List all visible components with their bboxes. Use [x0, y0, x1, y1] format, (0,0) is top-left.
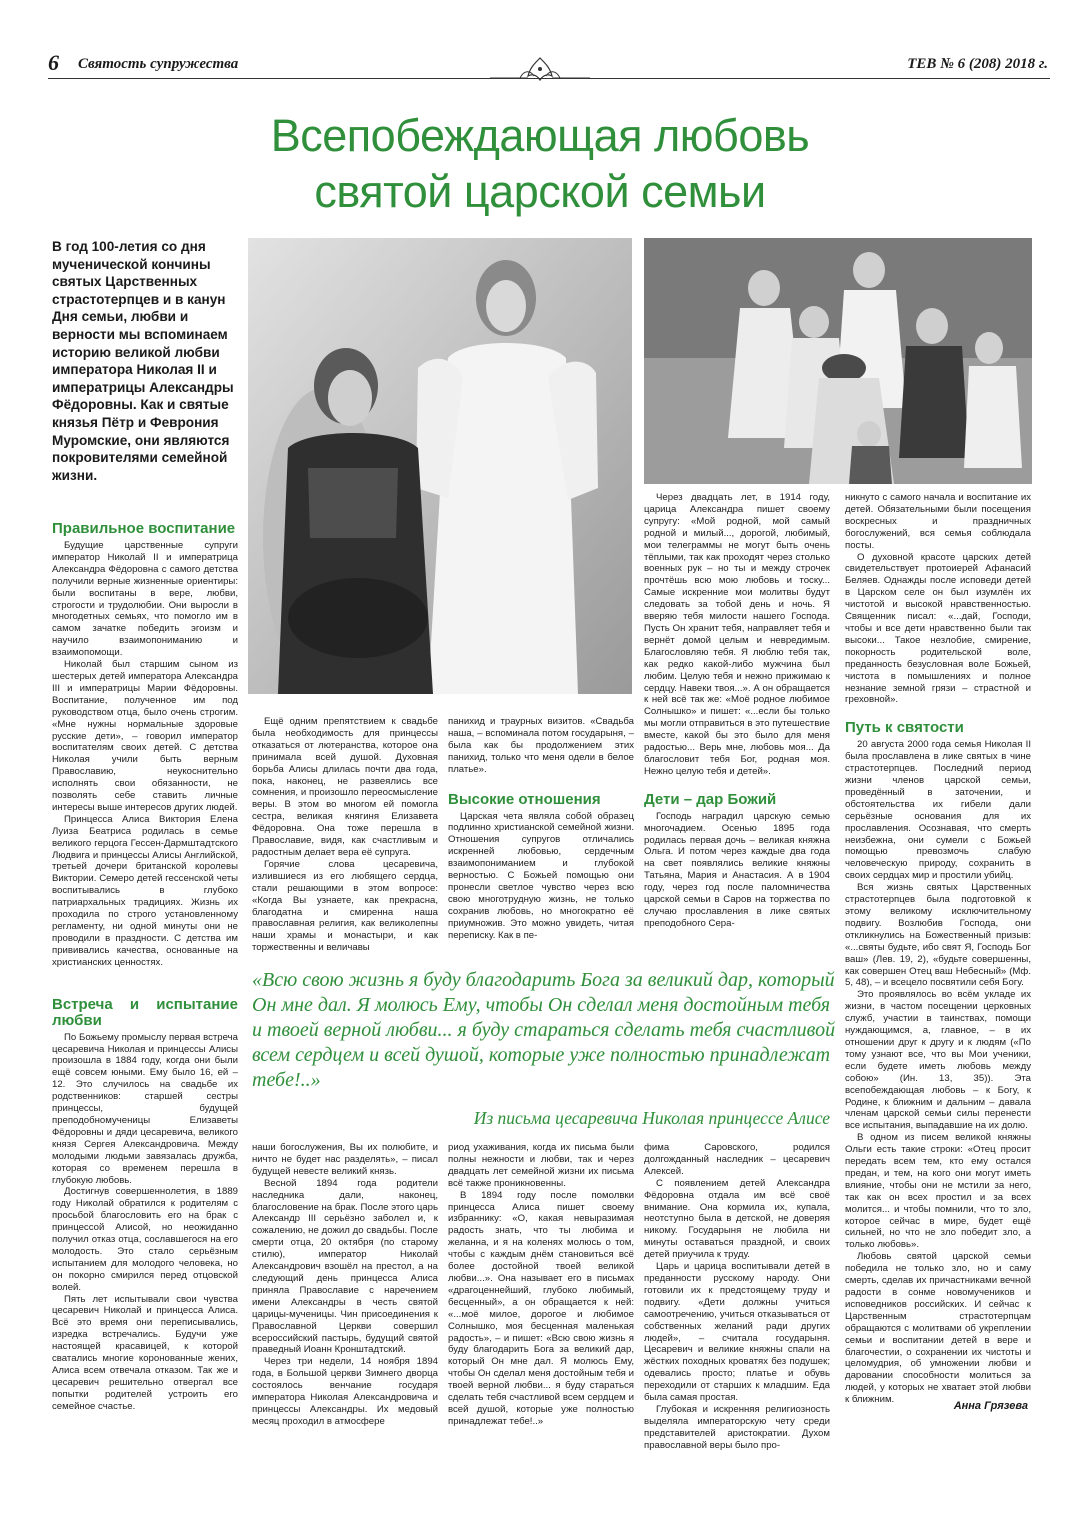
article-title [180, 108, 900, 220]
subheading-path-to-holiness: Путь к святости [845, 719, 964, 737]
column-4-bottom [644, 1142, 830, 1452]
quote-source: Из письма цесаревича Николая принцессе Алисе [473, 1108, 830, 1128]
paragraph: Любовь святой царской семьи победила не только зло, но и саму смерть, сделав их причастниками вечной радости в сонме новомучеников и исповедников российских. И сейчас к Царственным страстотерпцам обращаются с молитвами об укреплении семьи и воспитании детей в вере и благочестии, о сохранении их чистоты и целомудрия, об умножении любви и даровании способности молиться за людей, у которых не хватает этой любви к ближним. [845, 1251, 1031, 1406]
column-2-bottom [252, 1142, 438, 1428]
paragraph: В одном из писем великой княжны Ольги есть такие строки: «Отец просит передать всем тем, кто ему остался предан, и тем, на кого они могут иметь влияние, чтобы они не мстили за него, так как он всех простил и за всех молится... и чтобы помнили, что то зло, которое сейчас в мире, будет ещё сильней, но что не зло победит зло, а только любовь». [845, 1132, 1031, 1251]
paragraph: В 1894 году после помолвки принцесса Алиса пишет своему избраннику: «О, какая невыразимая радость знать, что ты любима и желанна, и я на коленях молюсь о том, чтобы с каждым днём становиться всё более достойной твоей великой любви...». Она называет его в письмах «драгоценнейший, глубоко любимый, бесценный», а он обращается к ней: «...моё милое, дорогое и любимое Солнышко, моя бесценная маленькая радость», – и пишет: «Всю свою жизнь я буду благодарить Бога за великий дар, который Он мне дал. Я молюсь Ему, чтобы Он сделал меня достойным тебя и твоей верной любви... я буду стараться сделать тебя счастливой всем сердцем и всей душой, которые уже полностью принадлежат тебе!..» [448, 1189, 634, 1427]
paragraph: Глубокая и искренняя религиозность выделяла императорскую чету среди представителей аристократии. Духом православной веры было про- [644, 1403, 830, 1451]
paragraph: Вся жизнь святых Царственных страстотерпцев была подготовкой к этому великому исключительному подвигу. Возлюбив Господа, они откликнулись на Божественный призыв: «...святы будьте, ибо свят Я, Господь Бог ваш» (Лев. 19, 2), «будьте совершенны, как совершен Отец ваш Небесный» (Мф. 5, 48), – и всецело посвятили себя Богу. [845, 882, 1031, 989]
paragraph: Николай был старшим сыном из шестерых детей императора Александра III и императрицы Марии Фёдоровны. Воспитание, полученное им под руководством отца, было очень строгим. «Мне нужны нормальные здоровые русские дети», – говорил император воспитателям своих детей. С детства Николая учили быть верным Православию, неукоснительно исполнять свои обязанности, не позволять себе ставить личные интересы выше интересов других людей. [52, 659, 238, 813]
paragraph: фима Саровского, родился долгожданный наследник – цесаревич Алексей. [644, 1142, 830, 1177]
header-rule [48, 78, 1050, 79]
subheading-children: Дети – дар Божий [644, 790, 777, 808]
paragraph: Царь и царица воспитывали детей в преданности русскому народу. Они готовили их к предстоящему труду и подвигу. «Дети должны учиться самоотречению, учиться отказываться от собственных желаний ради других людей», – считала государыня. Цесаревич и великие княжны спали на жёстких походных кроватях без подушек; одевались просто; платье и обувь переходили от старших к младшим. Еда была самая простая. [644, 1261, 830, 1404]
column-4-top [644, 492, 830, 930]
paragraph: 20 августа 2000 года семья Николая II была прославлена в лике святых в чине страстотерпцев. Последний период жизни членов царской семьи, проведённый в заточении, и обстоятельства их гибели дали серьёзные основания для их прославления. Осознавая, что смерть неизбежна, они сумели с Божьей помощью превозмочь слабую человеческую природу, сохранить в своих сердцах мир и простили убийц. [845, 739, 1031, 882]
column-2-top [252, 716, 438, 954]
column-3-top [448, 716, 634, 942]
subheading-meeting: Встреча и испытание любви [52, 995, 238, 1029]
paragraph: С появлением детей Александра Фёдоровна отдала им всё своё внимание. Она кормила их, купала, неотступно была в детской, не доверяя никому. Государыня не любила ни минуты оставаться праздной, и своих детей приучила к труду. [644, 1177, 830, 1261]
pull-quote: «Всю свою жизнь я буду благодарить Бога за великий дар, который Он мне дал. Я молюсь Ему, чтобы Он сделал меня достойным тебя и твоей верной любви... я буду стараться сделать тебя счастливой всем сердцем и всей душой, которые уже полностью принадлежат тебе!..» [252, 969, 836, 1091]
issue-info: ТЕВ № 6 (208) 2018 г. [907, 56, 1048, 72]
paragraph: Принцесса Алиса Виктория Елена Луиза Беатриса родилась в семье великого герцога Гессен-Дармштадтского Людвига и принцессы Алисы Английской, третьей дочери британской королевы Виктории. Семеро детей гессенской четы воспитывались в глубоко патриархальных традициях. Жизнь их проходила по строго установленному регламенту, ни одной минуты они не проводили в праздности. С детства им прививались качества, основанные на христианских ценностях. [52, 813, 238, 968]
paragraph: Весной 1894 года родители наследника дали, наконец, благословение на брак. После этого царь Александр III серьёзно заболел и, к сожалению, не дожил до свадьбы. После смерти отца, 20 октября (по старому стилю), император Николай Александрович взошёл на престол, а на следующий день принцесса Алиса приняла Православие с наречением имени Александры в честь святой царицы-мученицы. Чин присоединения к Православной Церкви совершил всероссийский пастырь, будущий святой праведный Иоанн Кронштадтский. [252, 1177, 438, 1356]
title-line-2: святой царской семьи [314, 166, 766, 217]
paragraph: О духовной красоте царских детей свидетельствует протоиерей Афанасий Беляев. Однажды после исповеди детей в Царском селе он был изумлён их чистотой и высокой нравственностью. Священник писал: «...дай, Господи, чтобы и все дети нравственно были так высоки... Такое незлобие, смирение, покорность родительской воле, преданность безусловная воле Божьей, чистота в помышлениях и полное незнание земной грязи – страстной и греховной». [845, 551, 1031, 706]
paragraph: никнуто с самого начала и воспитание их детей. Обязательными были посещения воскресных и праздничных богослужений, вся семья соблюдала посты. [845, 492, 1031, 551]
paragraph: Горячие слова цесаревича, излившиеся из его любящего сердца, стали решающими в этом вопросе: «Когда Вы узнаете, как прекрасна, благодатна и смиренна наша православная религия, как великолепны наши храмы и монастыри, и как торжественны и величавы [252, 858, 438, 954]
family-group-photo [644, 238, 1032, 484]
paragraph: Достигнув совершеннолетия, в 1889 году Николай обратился к родителям с просьбой благословить его на брак с принцессой Алисой, но неожиданно получил отказ отца, сославшегося на его молодость. Это стало серьёзным испытанием для молодого человека, но он покорно смирился перед отцовской волей. [52, 1186, 238, 1293]
paragraph: Царская чета являла собой образец подлинно христианской семейной жизни. Отношения супругов отличались искренней любовью, сердечным взаимопониманием и глубокой верностью. С Божьей помощью они пронесли светлое чувство через всю свою многотрудную жизнь, не только сохранив любовь, но многократно её приумножив. Это можно увидеть, читая переписку. Как в пе- [448, 810, 634, 941]
paragraph: Ещё одним препятствием к свадьбе была необходимость для принцессы отказаться от лютеранства, которое она принимала всей душой. Духовная борьба Алисы длилась почти два года, пока, наконец, не развеялись все сомнения, и произошло переосмысление веры. В этом во многом ей помогла сестра, великая княгиня Елизавета Фёдоровна. Она тоже перешла в Православие, видя, как счастливым и радостным делает вера её супруга. [252, 716, 438, 858]
ornament-icon [490, 54, 590, 88]
paragraph: Это проявлялось во всём укладе их жизни, в частом посещении церковных служб, участии в таинствах, помощи нуждающимся, а, главное, – в их отношении друг к другу и к людям («По тому узнают все, что вы Мои ученики, если будете иметь любовь между собою» (Ин. 13, 35)). Эта всепобеждающая любовь – к Богу, к Родине, к ближним и дальним – давала членам царской семьи силы перенести все испытания, выпадавшие на их долю. [845, 989, 1031, 1132]
paragraph: Через двадцать лет, в 1914 году, царица Александра пишет своему супругу: «Мой родной, мой самый родной и милый..., дорогой, любимый, мои телеграммы не могут быть очень тёплыми, так как проходят через столько военных рук – но ты и между строчек прочтёшь всю мою любовь и тоску... Самые искренние мои молитвы будут следовать за тобой день и ночь. Я вверяю тебя милости нашего Господа. Пусть Он хранит тебя, направляет тебя и вернёт домой целым и невредимым. Благословляю тебя. Я люблю тебя так, как редко какой-либо мужчина был любим. Целую тебя и нежно прижимаю к сердцу. Навеки твоя...». А он обращается к ней всё так же: «Моё родное любимое Солнышко» и пишет: «...если бы только мы могли отправиться в это путешествие вместе, какой бы это было для меня радостью... Верь мне, любовь моя... Да благословит тебя Бог, родная моя. Нежно целую тебя и детей». [644, 492, 830, 777]
page-number: 6 [48, 50, 59, 75]
subheading-upbringing: Правильное воспитание [52, 520, 236, 537]
article-lead: В год 100-летия со дня мученической кончины святых Царственных страстотерпцев и в канун Дня семьи, любви и верности мы вспоминаем историю великой любви императора Николая II и императрицы Александры Фёдоровны. Как и святые князья Пётр и Феврония Муромские, они являются покровителями семейной жизни. [52, 239, 234, 483]
column-3-bottom [448, 1142, 634, 1428]
column-1 [52, 515, 238, 1413]
subheading-relations: Высокие отношения [448, 790, 601, 808]
paragraph: панихид и траурных визитов. «Свадьба наша, – вспоминала потом государыня, – была как бы продолжением этих панихид, только что меня одели в белое платье». [448, 716, 634, 775]
column-5 [845, 492, 1031, 1406]
paragraph: Через три недели, 14 ноября 1894 года, в Большой церкви Зимнего дворца состоялось венчание государя императора Николая Александровича и принцессы Александры. Их медовый месяц проходил в атмосфере [252, 1356, 438, 1427]
author-name: Анна Грязева [953, 1400, 1028, 1412]
paragraph: Господь наградил царскую семью многочадием. Осенью 1895 года родилась первая дочь – великая княжна Ольга. И потом через каждые два года на свет появлялись великие княжны Татьяна, Мария и Анастасия. А в 1904 году, через год после паломничества царской семьи в Саров на торжества по случаю прославления в лике святых преподобного Сера- [644, 810, 830, 929]
paragraph: наши богослужения, Вы их полюбите, и ничто не будет нас разделять», – писал будущей невесте великий князь. [252, 1142, 438, 1177]
paragraph: Будущие царственные супруги император Николай II и императрица Александра Фёдоровна с самого детства получили верные жизненные ориентиры: были воспитаны в вере, любви, строгости и трудолюбии. Они выросли в многодетных семьях, что помогло им в самом зачатке победить эгоизм и научило взаимопониманию и взаимопомощи. [52, 540, 238, 659]
paragraph: По Божьему промыслу первая встреча цесаревича Николая и принцессы Алисы произошла в 1884 году, когда они были ещё совсем юными. Ему было 16, ей – 12. Это случилось на свадьбе их родственников: старшей сестры принцессы, будущей преподобномученицы Елизаветы Фёдоровны и дяди цесаревича, великого князя Сергея Александровича. Между молодыми людьми завязалась дружба, которая со временем перешла в глубокую любовь. [52, 1031, 238, 1186]
section-name: Святость супружества [78, 56, 239, 72]
couple-portrait-photo [248, 238, 632, 694]
paragraph: риод ухаживания, когда их письма были полны нежности и любви, так и через двадцать лет семейной жизни их письма всё также проникновенны. [448, 1142, 634, 1189]
title-line-1: Всепобеждающая любовь [270, 110, 810, 161]
paragraph: Пять лет испытывали свои чувства цесаревич Николай и принцесса Алиса. Всё это время они переписывались, изредка встречались. Будучи уже настоящей красавицей, к которой сватались многие коронованные жених, Алиса всем отвечала отказом. Так же и цесаревич решительно отвергал все попытки родителей устроить его семейное счастье. [52, 1293, 238, 1412]
